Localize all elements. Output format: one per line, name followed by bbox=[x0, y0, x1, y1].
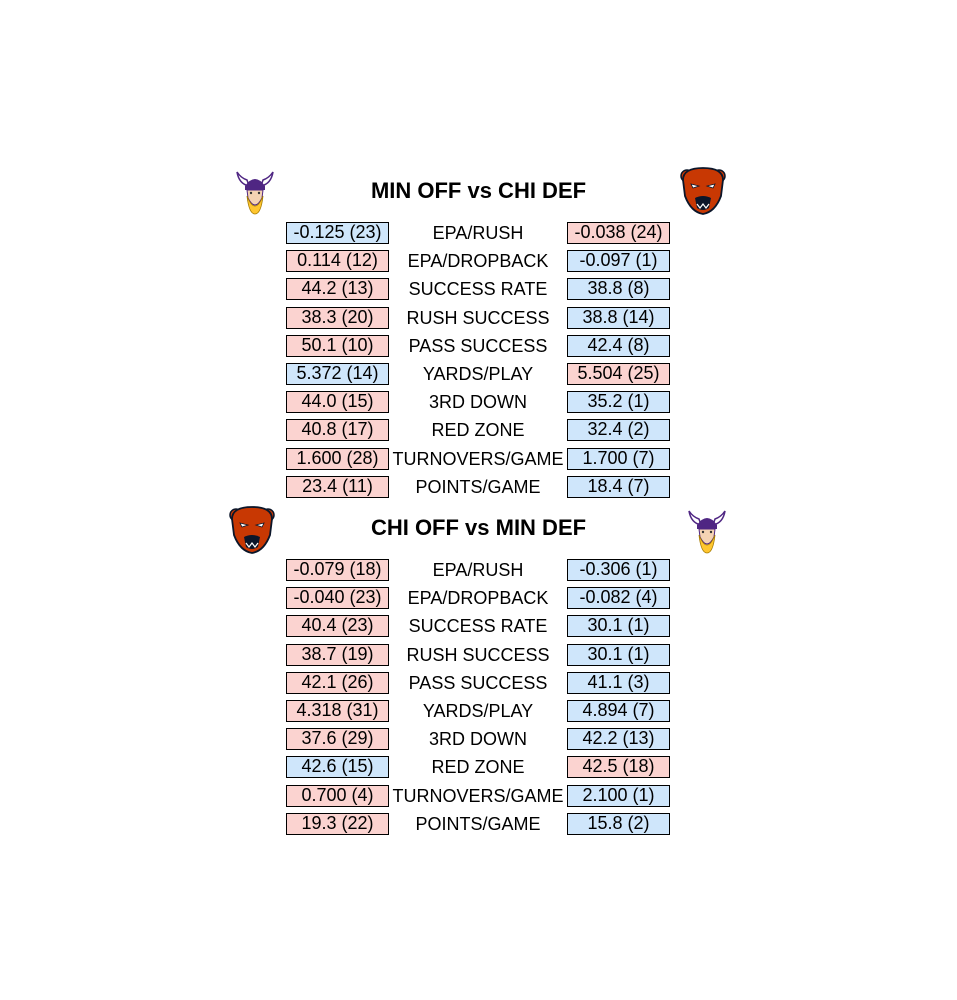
offense-value: 40.8 (17) bbox=[286, 419, 389, 441]
defense-value: 30.1 (1) bbox=[567, 644, 670, 666]
table-row bbox=[286, 475, 670, 503]
table-row bbox=[286, 755, 670, 783]
table-row bbox=[286, 447, 670, 475]
table-row bbox=[286, 390, 670, 418]
offense-value: 42.6 (15) bbox=[286, 756, 389, 778]
metric-label: RED ZONE bbox=[431, 757, 525, 778]
defense-value: 4.894 (7) bbox=[567, 700, 670, 722]
defense-value: 35.2 (1) bbox=[567, 391, 670, 413]
offense-value: 5.372 (14) bbox=[286, 363, 389, 385]
defense-value: 42.4 (8) bbox=[567, 335, 670, 357]
table-row bbox=[286, 277, 670, 305]
defense-value: -0.038 (24) bbox=[567, 222, 670, 244]
offense-value: 50.1 (10) bbox=[286, 335, 389, 357]
table-row bbox=[286, 727, 670, 755]
table-row bbox=[286, 558, 670, 586]
table-row bbox=[286, 221, 670, 249]
metric-label: RUSH SUCCESS bbox=[406, 307, 550, 328]
metric-label: EPA/DROPBACK bbox=[407, 588, 549, 609]
offense-value: 0.114 (12) bbox=[286, 250, 389, 272]
offense-value: -0.125 (23) bbox=[286, 222, 389, 244]
metric-label: TURNOVERS/GAME bbox=[392, 448, 564, 469]
table-row bbox=[286, 812, 670, 840]
bears-logo-icon bbox=[226, 503, 278, 555]
offense-value: 44.0 (15) bbox=[286, 391, 389, 413]
metric-label: YARDS/PLAY bbox=[422, 363, 534, 384]
table-row bbox=[286, 671, 670, 699]
table-row bbox=[286, 586, 670, 614]
vikings-logo-icon bbox=[229, 164, 281, 216]
defense-value: 15.8 (2) bbox=[567, 813, 670, 835]
table-row bbox=[286, 306, 670, 334]
defense-value: -0.306 (1) bbox=[567, 559, 670, 581]
defense-value: -0.097 (1) bbox=[567, 250, 670, 272]
metric-label: POINTS/GAME bbox=[415, 476, 541, 497]
defense-value: 5.504 (25) bbox=[567, 363, 670, 385]
offense-value: -0.079 (18) bbox=[286, 559, 389, 581]
table-row bbox=[286, 249, 670, 277]
table-row bbox=[286, 784, 670, 812]
metric-label: EPA/RUSH bbox=[432, 560, 524, 580]
metric-label: YARDS/PLAY bbox=[422, 700, 534, 721]
defense-value: 42.2 (13) bbox=[567, 728, 670, 750]
offense-value: 19.3 (22) bbox=[286, 813, 389, 835]
stats-table bbox=[286, 558, 670, 840]
defense-value: 2.100 (1) bbox=[567, 785, 670, 807]
offense-value: 1.600 (28) bbox=[286, 448, 389, 470]
defense-value: 30.1 (1) bbox=[567, 615, 670, 637]
metric-label: PASS SUCCESS bbox=[408, 335, 548, 356]
defense-value: 1.700 (7) bbox=[567, 448, 670, 470]
stats-table bbox=[286, 221, 670, 503]
table-row bbox=[286, 334, 670, 362]
metric-label: RED ZONE bbox=[431, 420, 525, 441]
offense-value: 40.4 (23) bbox=[286, 615, 389, 637]
metric-label: TURNOVERS/GAME bbox=[392, 785, 564, 806]
table-row bbox=[286, 614, 670, 642]
defense-value: 42.5 (18) bbox=[567, 756, 670, 778]
defense-value: 41.1 (3) bbox=[567, 672, 670, 694]
defense-value: 38.8 (14) bbox=[567, 307, 670, 329]
defense-value: 18.4 (7) bbox=[567, 476, 670, 498]
table-row bbox=[286, 418, 670, 446]
section-title: CHI OFF vs MIN DEF bbox=[370, 515, 587, 540]
metric-label: 3RD DOWN bbox=[429, 729, 527, 750]
table-row bbox=[286, 699, 670, 727]
bears-logo-icon bbox=[677, 164, 729, 216]
offense-value: 44.2 (13) bbox=[286, 278, 389, 300]
metric-label: PASS SUCCESS bbox=[408, 672, 548, 693]
offense-value: 0.700 (4) bbox=[286, 785, 389, 807]
defense-value: -0.082 (4) bbox=[567, 587, 670, 609]
defense-value: 38.8 (8) bbox=[567, 278, 670, 300]
metric-label: SUCCESS RATE bbox=[408, 616, 548, 637]
offense-value: -0.040 (23) bbox=[286, 587, 389, 609]
vikings-logo-icon bbox=[681, 503, 733, 555]
offense-value: 37.6 (29) bbox=[286, 728, 389, 750]
offense-value: 42.1 (26) bbox=[286, 672, 389, 694]
metric-label: 3RD DOWN bbox=[429, 392, 527, 413]
table-row bbox=[286, 362, 670, 390]
metric-label: SUCCESS RATE bbox=[408, 279, 548, 300]
offense-value: 4.318 (31) bbox=[286, 700, 389, 722]
metric-label: EPA/RUSH bbox=[432, 223, 524, 243]
offense-value: 38.3 (20) bbox=[286, 307, 389, 329]
section-title: MIN OFF vs CHI DEF bbox=[370, 178, 587, 203]
metric-label: POINTS/GAME bbox=[415, 813, 541, 834]
offense-value: 23.4 (11) bbox=[286, 476, 389, 498]
metric-label: RUSH SUCCESS bbox=[406, 644, 550, 665]
table-row bbox=[286, 643, 670, 671]
offense-value: 38.7 (19) bbox=[286, 644, 389, 666]
defense-value: 32.4 (2) bbox=[567, 419, 670, 441]
metric-label: EPA/DROPBACK bbox=[407, 251, 549, 272]
